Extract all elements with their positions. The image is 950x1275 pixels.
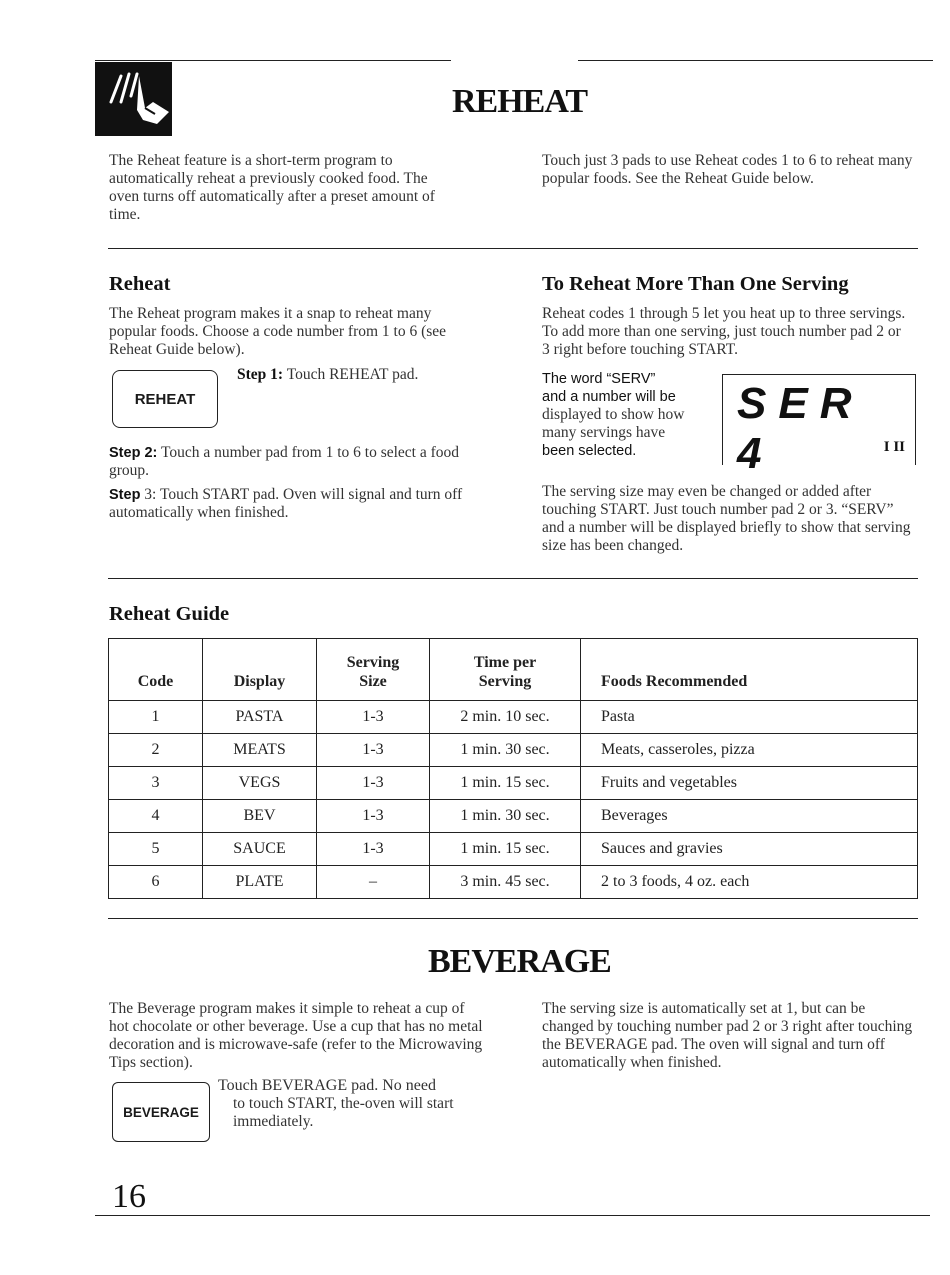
- row-display: VEGS: [203, 767, 317, 800]
- row-time: 1 min. 30 sec.: [430, 734, 581, 767]
- row-serving-size: –: [317, 866, 430, 899]
- reheat-section-body: The Reheat program makes it a snap to reheat many popular foods. Choose a code number from 1 to 6 (see Reheat Guide below).: [109, 305, 447, 358]
- row-display: PLATE: [203, 866, 317, 899]
- row-time: 2 min. 10 sec.: [430, 701, 581, 734]
- reheat-guide-table: [108, 638, 918, 899]
- row-foods: Meats, casseroles, pizza: [581, 734, 918, 767]
- step2-text: Touch a number pad from 1 to 6 to select a food group.: [109, 444, 460, 479]
- beverage-pad-label: BEVERAGE: [123, 1104, 199, 1120]
- row-foods: Pasta: [581, 701, 918, 734]
- multi-serving-body: Reheat codes 1 through 5 let you heat up to three servings. To add more than one serving, just touch number pad 2 or 3 right before touching START.: [542, 305, 906, 358]
- row-code: 5: [109, 833, 203, 866]
- row-foods: 2 to 3 foods, 4 oz. each: [581, 866, 918, 899]
- serv-line-4: many servings have: [542, 424, 666, 441]
- beverage-right-body: The serving size is automatically set at 1, but can be changed by touching number pad 2 or 3 right after touching the BEVERAGE pad. The oven will signal and turn off automatically when finished.: [542, 1000, 913, 1071]
- reheat-title: REHEAT: [452, 83, 588, 120]
- row-display: SAUCE: [203, 833, 317, 866]
- row-code: 2: [109, 734, 203, 767]
- header-serving-size: Serving Size: [317, 639, 430, 701]
- beverage-left-body: The Beverage program makes it simple to reheat a cup of hot chocolate or other beverage. Use a cup that has no metal decoration and is microwave-safe (refer to the Microwaving Tips section).: [109, 1000, 483, 1071]
- step3-label: Step: [109, 487, 141, 503]
- beverage-pad-text: [218, 1077, 488, 1131]
- row-serving-size: 1-3: [317, 734, 430, 767]
- step1: [237, 366, 477, 384]
- reheat-heading: Reheat: [109, 273, 171, 295]
- header-code: Code: [109, 639, 203, 701]
- row-display: MEATS: [203, 734, 317, 767]
- serv-description: [542, 370, 722, 460]
- table-row: [109, 734, 918, 767]
- row-foods: Beverages: [581, 800, 918, 833]
- step2: [109, 444, 479, 480]
- row-code: 3: [109, 767, 203, 800]
- row-time: 1 min. 30 sec.: [430, 800, 581, 833]
- reheat-pad-label: REHEAT: [134, 390, 196, 408]
- serv-line-2: and a number will be: [542, 389, 676, 405]
- reheat-intro-left: The Reheat feature is a short-term program to automatically reheat a previously cooked food. The oven turns off automatically after a preset amount of time.: [109, 152, 435, 223]
- row-serving-size: 1-3: [317, 767, 430, 800]
- display-readout: SER 4: [737, 379, 864, 478]
- reheat-intro-right: Touch just 3 pads to use Reheat codes 1 to 6 to reheat many popular foods. See the Reheat Guide below.: [542, 152, 913, 187]
- row-code: 4: [109, 800, 203, 833]
- serv-display-panel: [722, 374, 916, 478]
- serv-line-1: The word “SERV”: [542, 371, 656, 387]
- row-serving-size: 1-3: [317, 701, 430, 734]
- header-display: Display: [203, 639, 317, 701]
- row-display: PASTA: [203, 701, 317, 734]
- step1-label: Step 1:: [237, 366, 284, 383]
- reheat-guide-heading: Reheat Guide: [109, 603, 230, 625]
- page-number: 16: [112, 1178, 146, 1215]
- table-row: [109, 833, 918, 866]
- beverage-pad-text-3: immediately.: [233, 1113, 314, 1130]
- display-indicator: I II: [883, 439, 905, 455]
- multi-serving-heading: To Reheat More Than One Serving: [542, 273, 849, 295]
- table-header-row: [109, 639, 918, 701]
- serving-change-text: The serving size may even be changed or added after touching START. Just touch number pad 2 or 3. “SERV” and a number will be displayed briefly to show that serving size has been changed.: [542, 483, 911, 554]
- row-time: 1 min. 15 sec.: [430, 833, 581, 866]
- beverage-pad-text-1: Touch BEVERAGE pad. No need: [218, 1077, 436, 1094]
- serv-line-5: been selected.: [542, 443, 637, 459]
- step3: [109, 486, 484, 522]
- row-serving-size: 1-3: [317, 800, 430, 833]
- step3-text: 3: Touch START pad. Oven will signal and turn off automatically when finished.: [109, 486, 463, 521]
- row-code: 6: [109, 866, 203, 899]
- reheat-pad-button[interactable]: [112, 370, 218, 428]
- beverage-pad-button[interactable]: [112, 1082, 210, 1142]
- step1-text: Touch REHEAT pad.: [286, 366, 419, 383]
- step2-label: Step 2:: [109, 445, 158, 461]
- table-row: [109, 701, 918, 734]
- header-time-per-serving: Time per Serving: [430, 639, 581, 701]
- beverage-pad-text-2: to touch START, the-oven will start: [233, 1095, 454, 1112]
- row-time: 1 min. 15 sec.: [430, 767, 581, 800]
- table-row: [109, 866, 918, 899]
- row-time: 3 min. 45 sec.: [430, 866, 581, 899]
- row-foods: Fruits and vegetables: [581, 767, 918, 800]
- table-row: [109, 800, 918, 833]
- row-display: BEV: [203, 800, 317, 833]
- row-serving-size: 1-3: [317, 833, 430, 866]
- hand-touch-icon: [95, 62, 172, 136]
- table-row: [109, 767, 918, 800]
- row-code: 1: [109, 701, 203, 734]
- header-foods: Foods Recommended: [581, 639, 918, 701]
- row-foods: Sauces and gravies: [581, 833, 918, 866]
- serv-line-3: displayed to show how: [542, 406, 685, 423]
- beverage-title: BEVERAGE: [428, 943, 611, 980]
